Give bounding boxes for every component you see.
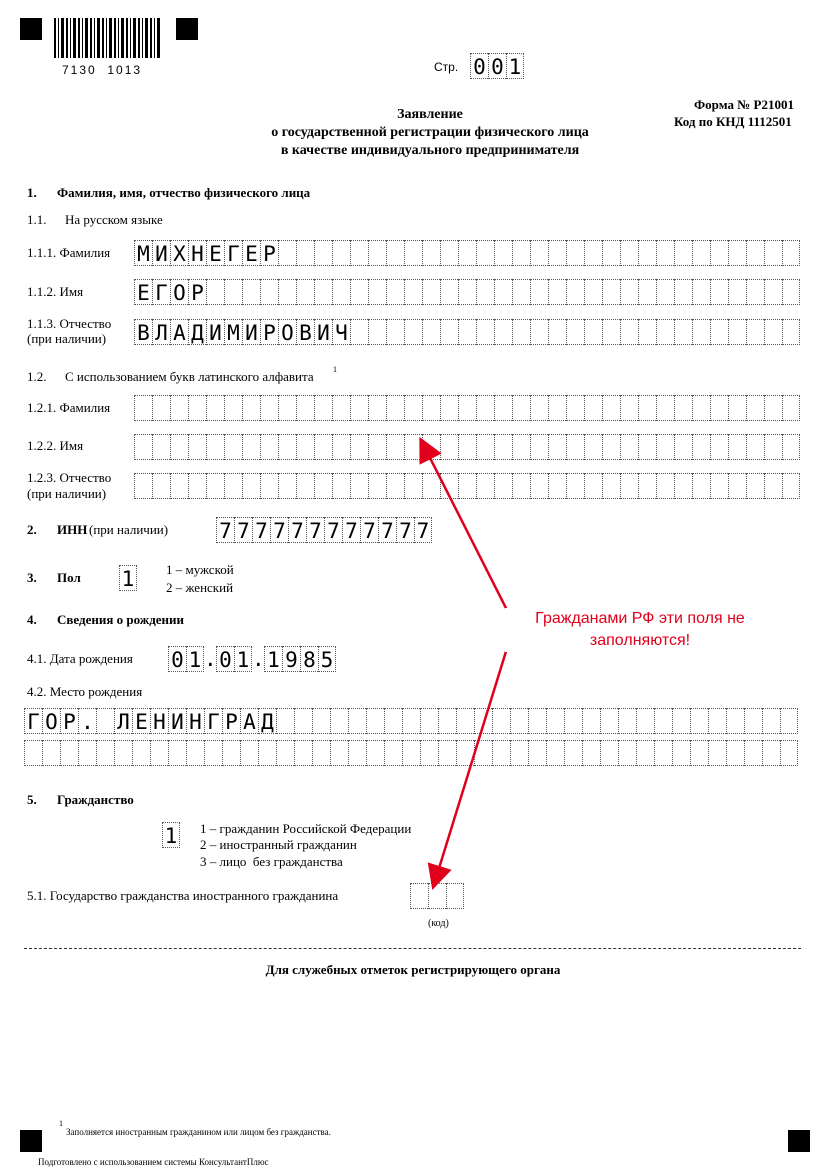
cell: 7 <box>396 517 414 543</box>
footnote-mark: 1 <box>59 1119 63 1128</box>
cell: 7 <box>288 517 306 543</box>
footnote-text: Заполняется иностранным гражданином или лицом без гражданства. <box>66 1127 331 1137</box>
cell: Ч <box>332 319 350 345</box>
cell: А <box>240 708 258 734</box>
section-1-title: Фамилия, имя, отчество физического лица <box>57 185 311 200</box>
cell: Л <box>152 319 170 345</box>
cell: 1 <box>119 565 137 591</box>
annotation-line: Гражданами РФ эти поля не <box>535 610 745 627</box>
name-lat-label: 1.2.2. Имя <box>27 438 84 453</box>
page-label: Стр. <box>434 60 459 74</box>
arrow-to-latin-fields <box>425 448 508 612</box>
citizenship-title: Гражданство <box>57 792 134 807</box>
cell: М <box>224 319 242 345</box>
annotation-line: заполняются! <box>589 632 691 649</box>
cell: 7 <box>324 517 342 543</box>
patronymic-lat-note: (при наличии) <box>27 486 107 501</box>
cell: Г <box>224 240 242 266</box>
cell: Р <box>260 240 278 266</box>
cell: 7 <box>252 517 270 543</box>
citizenship-option-3: 3 – лицо без гражданства <box>200 854 343 869</box>
knd-code: Код по КНД 1112501 <box>674 114 792 129</box>
prepared-with-consultant: Подготовлено с использованием системы КонсультантПлюс <box>38 1157 269 1167</box>
birth-date-label: 4.1. Дата рождения <box>27 651 133 666</box>
cell: И <box>152 240 170 266</box>
cell: 7 <box>378 517 396 543</box>
date-separator: . <box>204 647 217 671</box>
cell: 9 <box>282 646 300 672</box>
cell: И <box>314 319 332 345</box>
date-separator: . <box>252 647 265 671</box>
cell: 7 <box>216 517 234 543</box>
barcode-number: 7130 1013 <box>62 63 143 77</box>
cell: И <box>242 319 260 345</box>
cell: Р <box>260 319 278 345</box>
gender-title: Пол <box>57 570 81 585</box>
section-1-2-title: С использованием букв латинского алфавита <box>65 369 314 384</box>
cell: . <box>78 708 96 734</box>
arrow-to-country-code <box>436 645 508 878</box>
cell: Р <box>222 708 240 734</box>
cell: 1 <box>162 822 180 848</box>
patronymic-note: (при наличии) <box>27 331 107 346</box>
official-marks-title: Для служебных отметок регистрирующего органа <box>265 962 561 977</box>
cell: В <box>134 319 152 345</box>
gender-option-1: 1 – мужской <box>166 562 234 577</box>
gender-option-2: 2 – женский <box>166 580 234 595</box>
cell: Г <box>152 279 170 305</box>
cell: Е <box>206 240 224 266</box>
foreign-country-label: 5.1. Государство гражданства иностранного гражданина <box>27 888 339 903</box>
cell: 7 <box>360 517 378 543</box>
cell: Д <box>188 319 206 345</box>
surname-lat-label: 1.2.1. Фамилия <box>27 400 111 415</box>
page-digit: 0 <box>470 53 488 79</box>
cell: О <box>278 319 296 345</box>
cell: Р <box>188 279 206 305</box>
cell: Е <box>132 708 150 734</box>
cell: Н <box>186 708 204 734</box>
section-1-1-number: 1.1. <box>27 212 47 227</box>
section-1-2-number: 1.2. <box>27 369 47 384</box>
cell: 0 <box>168 646 186 672</box>
patronymic-label: 1.1.3. Отчество <box>27 316 112 331</box>
cell: Х <box>170 240 188 266</box>
citizenship-option-2: 2 – иностранный гражданин <box>200 837 357 852</box>
cell: 5 <box>318 646 336 672</box>
name-label: 1.1.2. Имя <box>27 284 84 299</box>
patronymic-lat-label: 1.2.3. Отчество <box>27 470 112 485</box>
inn-title: ИНН <box>57 522 88 537</box>
cell: 8 <box>300 646 318 672</box>
cell: И <box>206 319 224 345</box>
cell: О <box>170 279 188 305</box>
surname-label: 1.1.1. Фамилия <box>27 245 111 260</box>
section-3-number: 3. <box>27 570 37 585</box>
cell: 7 <box>342 517 360 543</box>
form-number: Форма № Р21001 <box>694 97 794 112</box>
cell: Н <box>150 708 168 734</box>
section-2-number: 2. <box>27 522 37 537</box>
section-1-1-title: На русском языке <box>65 212 163 227</box>
section-5-number: 5. <box>27 792 37 807</box>
cell: 7 <box>270 517 288 543</box>
citizenship-option-1: 1 – гражданин Российской Федерации <box>200 821 412 836</box>
cell: 1 <box>234 646 252 672</box>
cell: Л <box>114 708 132 734</box>
cell: Е <box>134 279 152 305</box>
cell: Н <box>188 240 206 266</box>
cell: Г <box>204 708 222 734</box>
section-1-2-footnote-mark: 1 <box>333 365 337 374</box>
cell: 0 <box>216 646 234 672</box>
birth-place-label: 4.2. Место рождения <box>27 684 143 699</box>
page-digit: 0 <box>488 53 506 79</box>
cell: О <box>42 708 60 734</box>
cell: Г <box>24 708 42 734</box>
section-4-number: 4. <box>27 612 37 627</box>
cell: 1 <box>264 646 282 672</box>
cell: В <box>296 319 314 345</box>
cell: А <box>170 319 188 345</box>
cell: Д <box>258 708 276 734</box>
section-1-number: 1. <box>27 185 37 200</box>
cell: М <box>134 240 152 266</box>
cell: 7 <box>306 517 324 543</box>
title-line: Заявление <box>397 107 463 122</box>
title-line: о государственной регистрации физического лица <box>271 125 589 140</box>
cell: Р <box>60 708 78 734</box>
page-digit: 1 <box>506 53 524 79</box>
cell: И <box>168 708 186 734</box>
cell: 7 <box>234 517 252 543</box>
cell: 1 <box>186 646 204 672</box>
cell: Е <box>242 240 260 266</box>
annotation-text <box>505 608 775 652</box>
title-line: в качестве индивидуального предпринимателя <box>280 143 580 158</box>
birth-info-title: Сведения о рождении <box>57 612 185 627</box>
inn-note: (при наличии) <box>89 522 169 537</box>
cell: 7 <box>414 517 432 543</box>
code-caption: (код) <box>428 918 449 929</box>
